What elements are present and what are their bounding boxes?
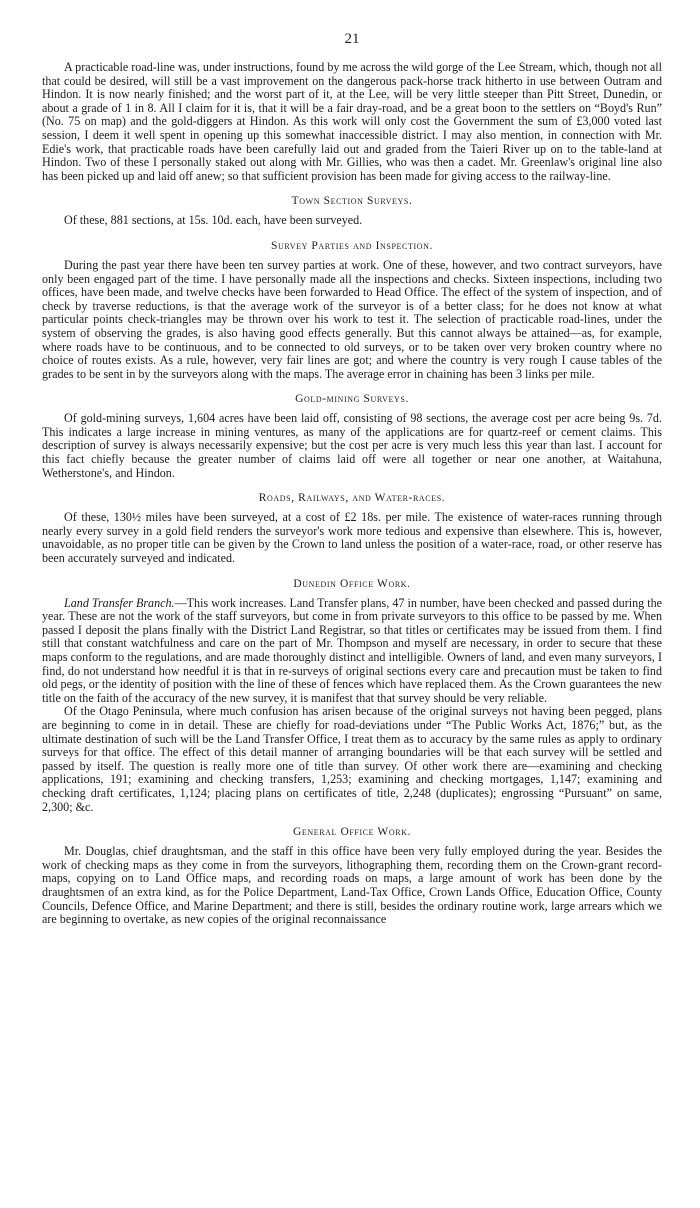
land-transfer-branch-title: Land Transfer Branch.: [64, 595, 175, 610]
land-transfer-text: —This work increases. Land Transfer plans, 47 in number, have been checked and passed during the year. These are not the work of the staff surveyors, but come in from private surveyors to this office to be passed by me. When passed I deposit the plans finally with the District Land Registrar, so that titles or certificates may be issued from them. I find still that constant watchfulness and care on the part of Mr. Thompson and myself are necessary, in order to secure that these maps conform to the regulations, and are made thoroughly distinct and intelligible. Owners of land, and even many surveyors, I find, do not understand how needful it is that in re-surveys of original sections every care and precaution must be taken to find old pegs, or the identity of position with the line of these of fences which have replaced them. As the Crown guarantees the new title on the faith of the accuracy of the new survey, it is manifest that that survey should be very reliable.: [42, 595, 662, 705]
town-section-paragraph: Of these, 881 sections, at 15s. 10d. each, have been surveyed.: [64, 213, 363, 228]
roads-section: [42, 491, 662, 565]
general-office-paragraph: Mr. Douglas, chief draughtsman, and the staff in this office have been very fully employed during the year. Besides the work of checking maps as they come in from the surveyors, lithographing them, recording them on the Crown-grant record-maps, copying on to Land Office maps, and recording roads on maps, a large amount of work has been done by the draughtsmen of an extra kind, as for the Police Department, Land-Tax Office, Crown Lands Office, Education Office, County Councils, Defence Office, and Marine Department; and there is still, besides the ordinary routine work, large arrears which we are beginning to overtake, as new copies of the original reconnaissance: [42, 844, 662, 927]
survey-parties-heading: Survey Parties and Inspection.: [271, 239, 433, 252]
gold-mining-paragraph: Of gold-mining surveys, 1,604 acres have been laid off, consisting of 98 sections, the average cost per acre being 9s. 7d. This indicates a large increase in mining ventures, as many of the applications are for quartz-reef or cement claims. This description of survey is always necessarily expensive; but the cost per acre is very much less this year than last. I account for this fact chiefly because the greater number of claims laid off were all together or near one another, at Waitahuna, Wetherstone's, and Hindon.: [42, 411, 662, 480]
town-section-heading: Town Section Surveys.: [291, 195, 413, 208]
roads-paragraph: Of these, 130½ miles have been surveyed, at a cost of £2 18s. per mile. The existence of water-races running through nearly every survey in a gold field renders the surveyor's work more tedious and expensive than elsewhere. This is, however, unavoidable, as no proper title can be given by the Crown to land unless the position of a water-race, road, or other reserve has been accurately surveyed and indicated.: [42, 510, 662, 566]
survey-parties-paragraph: During the past year there have been ten survey parties at work. One of these, however, and two contract surveyors, have only been engaged part of the time. I have personally made all the inspections and checks. Sixteen inspections, including two offices, have been made, and twelve checks have been forwarded to Head Office. The effect of the system of inspection, and of check by traverse reductions, is that the average work of the surveyor is of a better class; for he does not know at what particular points check-triangles may be thrown over his work to test it. The selection of practicable road-lines, under the system of observing the grades, is also having good effects generally. But this cannot always be attained—as, for example, where roads have to be continuous, and to be connected to old surveys, or to be taken over very broken country where no choice of routes exists. As a rule, however, very fair lines are got; and where the country is very rough I cause tables of the grades to be sent in by the surveyors along with the maps. The average error in chaining has been 3 links per mile.: [42, 257, 662, 381]
general-office-section: [42, 825, 662, 927]
otago-peninsula-paragraph: Of the Otago Peninsula, where much confusion has arisen because of the original surveys not having been pegged, plans are beginning to come in in detail. These are chiefly for road-deviations under “The Public Works Act, 1876;” but, as the ultimate destination of such will be the Land Transfer Office, I treat them as to accuracy by the same rules as apply to ordinary surveys for that office. The effect of this detail manner of arranging boundaries will be that each survey will be settled and passed by itself. The question is really more one of title than survey. Of other work there are—examining and checking applications, 191; examining and checking transfers, 1,253; examining and checking mortgages, 1,147; examining and checking draft certificates, 1,124; placing plans on certificates of title, 2,248 (duplicates); engrossing “Pursuant” on same, 2,300; &c.: [42, 704, 662, 814]
dunedin-office-section: [42, 577, 662, 815]
gold-mining-section: [42, 392, 662, 480]
intro-paragraph: A practicable road-line was, under instructions, found by me across the wild gorge of the Lee Stream, which, though not all that could be desired, will still be a vast improvement on the dangerous pack-horse track hitherto in use between Outram and Hindon. It is now nearly finished; and the worst part of it, at the Lee, will be very little steeper than Pitt Street, Dunedin, or about a grade of 1 in 8. All I claim for it is, that it will be a fair dray-road, and be a great boon to the settlers on “Boyd's Run” (No. 75 on map) and the gold-diggers at Hindon. As this work will only cost the Government the sum of £3,000 voted last session, I deem it well spent in opening up this somewhat inaccessible district. I may also mention, in connection with Mr. Edie's work, that practicable roads have been carefully laid out and graded from the Taieri River up on to the table-land at Hindon. Two of these I personally staked out along with Mr. Gillies, who was then a cadet. Mr. Greenlaw's original line also has been picked up and laid off anew; so that sufficient provision has been made for giving access to the railway-line.: [42, 60, 662, 183]
intro-section: [42, 61, 662, 183]
town-section-surveys: [42, 194, 662, 228]
gold-mining-heading: Gold-mining Surveys.: [295, 393, 409, 406]
survey-parties-section: [42, 239, 662, 381]
dunedin-office-heading: Dunedin Office Work.: [293, 577, 411, 590]
general-office-heading: General Office Work.: [292, 826, 412, 839]
page-number: 21: [344, 31, 360, 47]
land-transfer-paragraph: [42, 597, 662, 706]
roads-heading: Roads, Railways, and Water-races.: [258, 492, 446, 505]
